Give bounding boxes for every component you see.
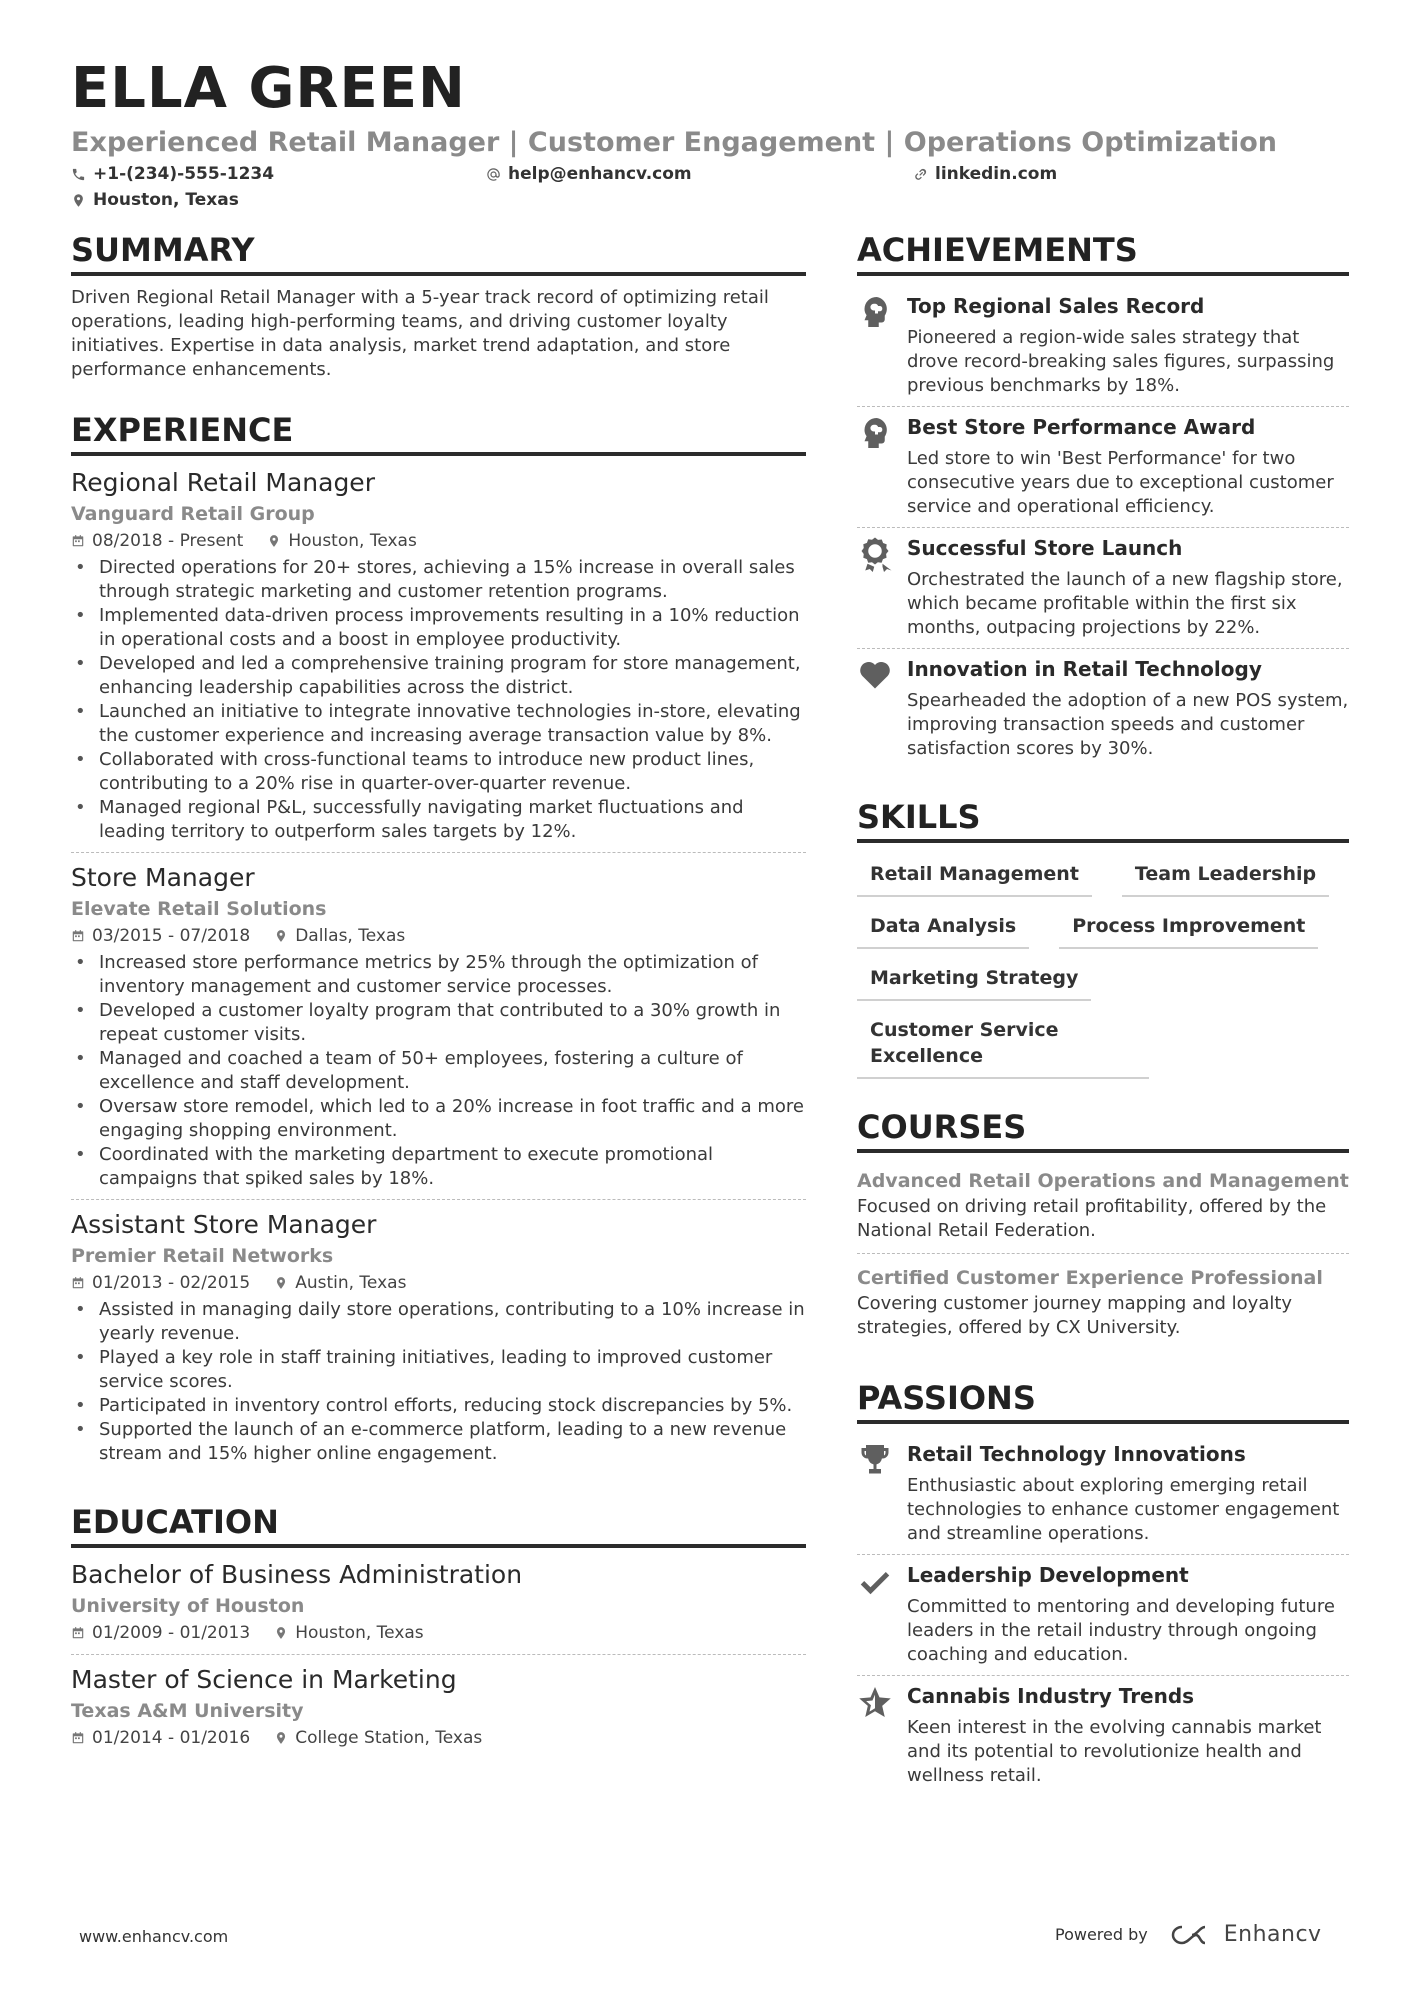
skills-title: SKILLS <box>857 797 1349 843</box>
link-icon <box>913 167 928 182</box>
brain-head-icon <box>857 415 893 451</box>
achievement-title: Best Store Performance Award <box>907 415 1256 439</box>
job-location: Houston, Texas <box>288 531 417 551</box>
education-location: Houston, Texas <box>295 1623 424 1643</box>
calendar-icon <box>71 534 85 548</box>
company-name: Premier Retail Networks <box>71 1245 334 1267</box>
job-dates: 01/2013 - 02/2015 <box>92 1273 251 1293</box>
calendar-icon <box>71 1731 85 1745</box>
passion-desc: Enthusiastic about exploring emerging retail technologies to enhance customer engagement and streamline operations. <box>907 1475 1340 1544</box>
skill-tag: Customer Service Excellence <box>857 1015 1149 1079</box>
contact-linkedin[interactable] <box>913 164 1057 184</box>
achievement-desc: Spearheaded the adoption of a new POS system, improving transaction speeds and customer satisfaction scores by 30%. <box>907 690 1349 759</box>
award-badge-icon <box>857 536 893 572</box>
achievement-desc: Pioneered a region-wide sales strategy that drove record-breaking sales figures, surpassing previous benchmarks by 18%. <box>907 327 1335 396</box>
at-icon <box>486 167 501 182</box>
phone-text: +1-(234)-555-1234 <box>93 164 275 184</box>
brain-head-icon <box>857 294 893 330</box>
passion-title: Cannabis Industry Trends <box>907 1684 1195 1708</box>
job-dates: 03/2015 - 07/2018 <box>92 926 251 946</box>
education-title: EDUCATION <box>71 1502 806 1548</box>
location-pin-icon <box>274 1276 288 1290</box>
candidate-tagline: Experienced Retail Manager | Customer Engagement | Operations Optimization <box>71 127 1277 158</box>
achievements-title: ACHIEVEMENTS <box>857 230 1349 276</box>
job-bullet: • Implemented data-driven process improvements resulting in a 10% reduction in operational costs and a boost in employee productivity. <box>71 604 806 652</box>
heart-icon <box>857 657 893 693</box>
star-outline-icon <box>857 1684 893 1720</box>
school-name: University of Houston <box>71 1595 305 1617</box>
course-desc: Covering customer journey mapping and loyalty strategies, offered by CX University. <box>857 1293 1293 1338</box>
passion-desc: Committed to mentoring and developing future leaders in the retail industry through ongoing coaching and education. <box>907 1596 1335 1665</box>
location-pin-icon <box>274 1626 288 1640</box>
courses-title: COURSES <box>857 1107 1349 1153</box>
footer-branding <box>1055 1922 1322 1947</box>
job-title: Assistant Store Manager <box>71 1210 377 1239</box>
powered-by-label: Powered by <box>1055 1925 1148 1944</box>
job-bullet: • Collaborated with cross-functional teams to introduce new product lines, contributing to a 20% rise in quarter-over-quarter revenue. <box>71 748 806 796</box>
calendar-icon <box>71 929 85 943</box>
degree-title: Bachelor of Business Administration <box>71 1560 523 1589</box>
passion-item <box>857 1434 1349 1555</box>
job-title: Store Manager <box>71 863 255 892</box>
trophy-icon <box>857 1442 893 1478</box>
passions-section <box>857 1378 1349 1796</box>
achievement-title: Top Regional Sales Record <box>907 294 1205 318</box>
job-dates: 08/2018 - Present <box>92 531 244 551</box>
job-meta <box>71 528 806 554</box>
footer-website[interactable]: www.enhancv.com <box>79 1927 229 1946</box>
course-desc: Focused on driving retail profitability, offered by the National Retail Federation. <box>857 1196 1327 1241</box>
company-name: Elevate Retail Solutions <box>71 898 327 920</box>
job-bullet: • Managed and coached a team of 50+ employees, fostering a culture of excellence and staff development. <box>71 1047 806 1095</box>
job-bullet: • Developed and led a comprehensive training program for store management, enhancing leadership capabilities across the district. <box>71 652 806 700</box>
job-bullet: • Played a key role in staff training initiatives, leading to improved customer service scores. <box>71 1346 806 1394</box>
location-pin-icon <box>274 1731 288 1745</box>
experience-entry <box>71 861 806 1200</box>
location-pin-icon <box>267 534 281 548</box>
experience-title: EXPERIENCE <box>71 410 806 456</box>
job-bullet: • Managed regional P&L, successfully navigating market fluctuations and leading territory to outperform sales targets by 12%. <box>71 796 806 844</box>
achievement-item <box>857 286 1349 407</box>
job-bullet: • Developed a customer loyalty program that contributed to a 30% growth in repeat customer visits. <box>71 999 806 1047</box>
summary-section <box>71 230 806 382</box>
brand-name: Enhancv <box>1223 1922 1322 1947</box>
education-meta <box>71 1620 806 1646</box>
achievements-section <box>857 230 1349 769</box>
checkmark-icon <box>857 1563 893 1599</box>
education-section <box>71 1502 806 1759</box>
enhancv-logo[interactable] <box>1170 1922 1322 1947</box>
achievement-desc: Led store to win 'Best Performance' for two consecutive years due to exceptional customer service and operational efficiency. <box>907 448 1334 517</box>
contact-location <box>71 190 239 210</box>
job-location: Austin, Texas <box>295 1273 407 1293</box>
school-name: Texas A&M University <box>71 1700 304 1722</box>
education-location: College Station, Texas <box>295 1728 483 1748</box>
job-bullet: • Launched an initiative to integrate innovative technologies in-store, elevating the customer experience and increasing average transaction value by 8%. <box>71 700 806 748</box>
education-dates: 01/2014 - 01/2016 <box>92 1728 251 1748</box>
education-entry <box>71 1663 806 1759</box>
linkedin-text: linkedin.com <box>935 164 1058 184</box>
contact-info <box>71 164 1351 216</box>
contact-phone[interactable] <box>71 164 274 184</box>
phone-icon <box>71 167 86 182</box>
passions-title: PASSIONS <box>857 1378 1349 1424</box>
achievement-title: Successful Store Launch <box>907 536 1183 560</box>
passion-desc: Keen interest in the evolving cannabis market and its potential to revolutionize health and wellness retail. <box>907 1717 1322 1786</box>
education-entry <box>71 1558 806 1655</box>
enhancv-logo-icon <box>1170 1923 1216 1947</box>
education-dates: 01/2009 - 01/2013 <box>92 1623 251 1643</box>
education-meta <box>71 1725 806 1751</box>
experience-section <box>71 410 806 1474</box>
job-bullet: • Coordinated with the marketing department to execute promotional campaigns that spiked sales by 18%. <box>71 1143 806 1191</box>
skill-tag: Team Leadership <box>1122 859 1329 897</box>
job-bullets <box>71 1298 806 1466</box>
location-pin-icon <box>274 929 288 943</box>
skill-tag: Process Improvement <box>1059 911 1318 949</box>
job-bullet: • Directed operations for 20+ stores, achieving a 15% increase in overall sales through strategic marketing and customer retention programs. <box>71 556 806 604</box>
job-bullet: • Increased store performance metrics by 25% through the optimization of inventory management and customer service processes. <box>71 951 806 999</box>
summary-text: Driven Regional Retail Manager with a 5-year track record of optimizing retail operations, leading high-performing teams, and driving customer loyalty initiatives. Expertise in data analysis, market trend adaptation, and store performance enhancements. <box>71 287 769 380</box>
left-column <box>71 230 806 1787</box>
company-name: Vanguard Retail Group <box>71 503 315 525</box>
passion-item <box>857 1555 1349 1676</box>
candidate-name: ELLA GREEN <box>71 56 466 121</box>
job-bullet: • Participated in inventory control efforts, reducing stock discrepancies by 5%. <box>71 1394 806 1418</box>
job-meta <box>71 1270 806 1296</box>
achievement-item <box>857 649 1349 769</box>
job-bullets <box>71 556 806 844</box>
achievement-desc: Orchestrated the launch of a new flagship store, which became profitable within the first six months, outpacing projections by 22%. <box>907 569 1343 638</box>
job-bullets <box>71 951 806 1191</box>
job-title: Regional Retail Manager <box>71 468 375 497</box>
passion-title: Leadership Development <box>907 1563 1189 1587</box>
skill-tag: Data Analysis <box>857 911 1029 949</box>
resume-header <box>71 56 1351 216</box>
job-bullet: • Supported the launch of an e-commerce platform, leading to a new revenue stream and 15% higher online engagement. <box>71 1418 806 1466</box>
job-meta <box>71 923 806 949</box>
skill-tag: Marketing Strategy <box>857 963 1091 1001</box>
contact-email[interactable] <box>486 164 692 184</box>
degree-title: Master of Science in Marketing <box>71 1665 457 1694</box>
summary-title: SUMMARY <box>71 230 806 276</box>
calendar-icon <box>71 1626 85 1640</box>
skills-section <box>857 797 1349 1079</box>
achievement-title: Innovation in Retail Technology <box>907 657 1262 681</box>
passion-title: Retail Technology Innovations <box>907 1442 1246 1466</box>
skills-list <box>857 853 1349 1079</box>
course-title: Certified Customer Experience Professional <box>857 1267 1323 1289</box>
course-title: Advanced Retail Operations and Management <box>857 1170 1349 1192</box>
location-text: Houston, Texas <box>93 190 239 210</box>
passion-item <box>857 1676 1349 1796</box>
course-item <box>857 1163 1349 1254</box>
right-column <box>857 230 1349 1824</box>
calendar-icon <box>71 1276 85 1290</box>
experience-entry <box>71 466 806 853</box>
experience-entry <box>71 1208 806 1474</box>
achievement-item <box>857 407 1349 528</box>
courses-section <box>857 1107 1349 1350</box>
location-pin-icon <box>71 193 86 208</box>
achievement-item <box>857 528 1349 649</box>
email-text: help@enhancv.com <box>508 164 692 184</box>
skill-tag: Retail Management <box>857 859 1092 897</box>
job-location: Dallas, Texas <box>295 926 406 946</box>
job-bullet: • Assisted in managing daily store operations, contributing to a 10% increase in yearly revenue. <box>71 1298 806 1346</box>
job-bullet: • Oversaw store remodel, which led to a 20% increase in foot traffic and a more engaging shopping environment. <box>71 1095 806 1143</box>
course-item <box>857 1260 1349 1350</box>
